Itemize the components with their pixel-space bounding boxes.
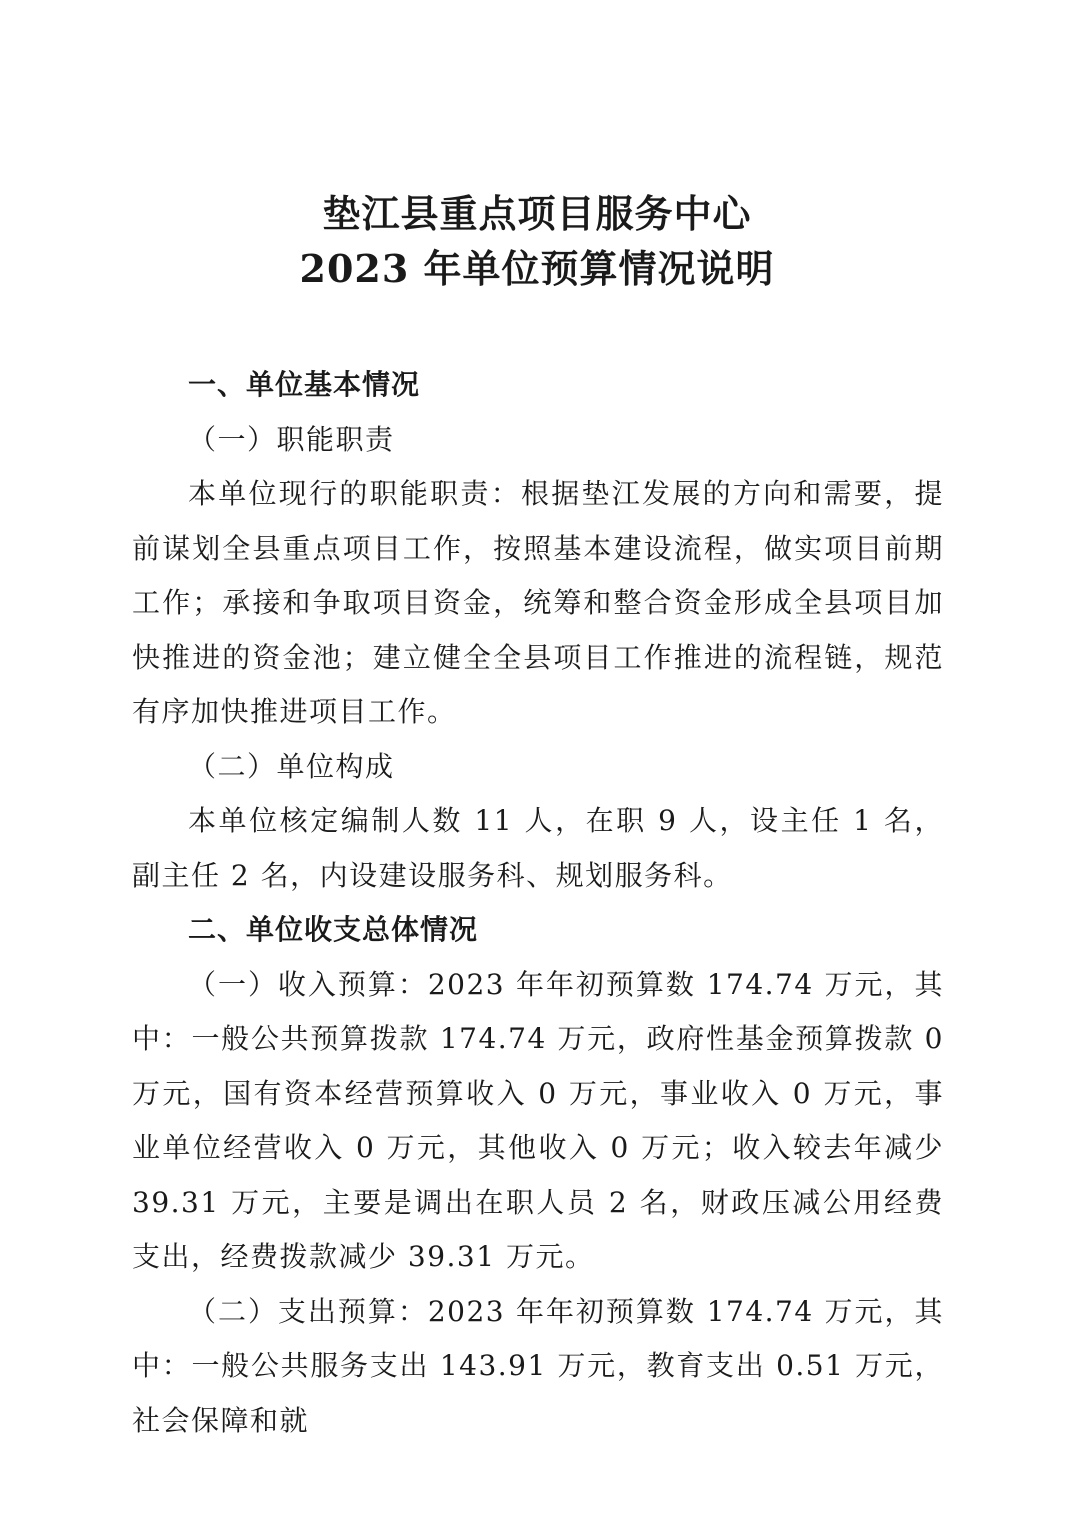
subheading-functions: （一）职能职责 <box>188 422 395 456</box>
paragraph-composition: 本单位核定编制人数 11 人，在职 9 人，设主任 1 名，副主任 2 名，内设建设服务科、规划服务科。 <box>132 804 944 892</box>
subheading-composition: （二）单位构成 <box>188 749 395 783</box>
document-title-line-2: 2023 年单位预算情况说明 <box>299 246 775 291</box>
paragraph-expenditure-budget: （二）支出预算：2023 年年初预算数 174.74 万元，其中：一般公共服务支出 143.91 万元，教育支出 0.51 万元，社会保障和就 <box>132 1294 944 1437</box>
document-title-line-1: 垫江县重点项目服务中心 <box>322 191 752 236</box>
section-heading-revenue-expenditure: 二、单位收支总体情况 <box>188 913 479 946</box>
paragraph-income-budget: （一）收入预算：2023 年年初预算数 174.74 万元，其中：一般公共预算拨款 174.74 万元，政府性基金预算拨款 0 万元，国有资本经营预算收入 0 万元，事业收入 0 万元，事业单位经营收入 0 万元，其他收入 0 万元；收入较去年减少 39.31 万元，主要是调出在职人员 2 名，财政压减公用经费支出，经费拨款减少 39.31 万元。 <box>132 967 944 1273</box>
paragraph-functions: 本单位现行的职能职责：根据垫江发展的方向和需要，提前谋划全县重点项目工作，按照基本建设流程，做实项目前期工作；承接和争取项目资金，统筹和整合资金形成全县项目加快推进的资金池；建立健全全县项目工作推进的流程链，规范有序加快推进项目工作。 <box>132 477 944 728</box>
document-body <box>132 358 944 1448</box>
section-heading-basic-info: 一、单位基本情况 <box>188 368 421 401</box>
